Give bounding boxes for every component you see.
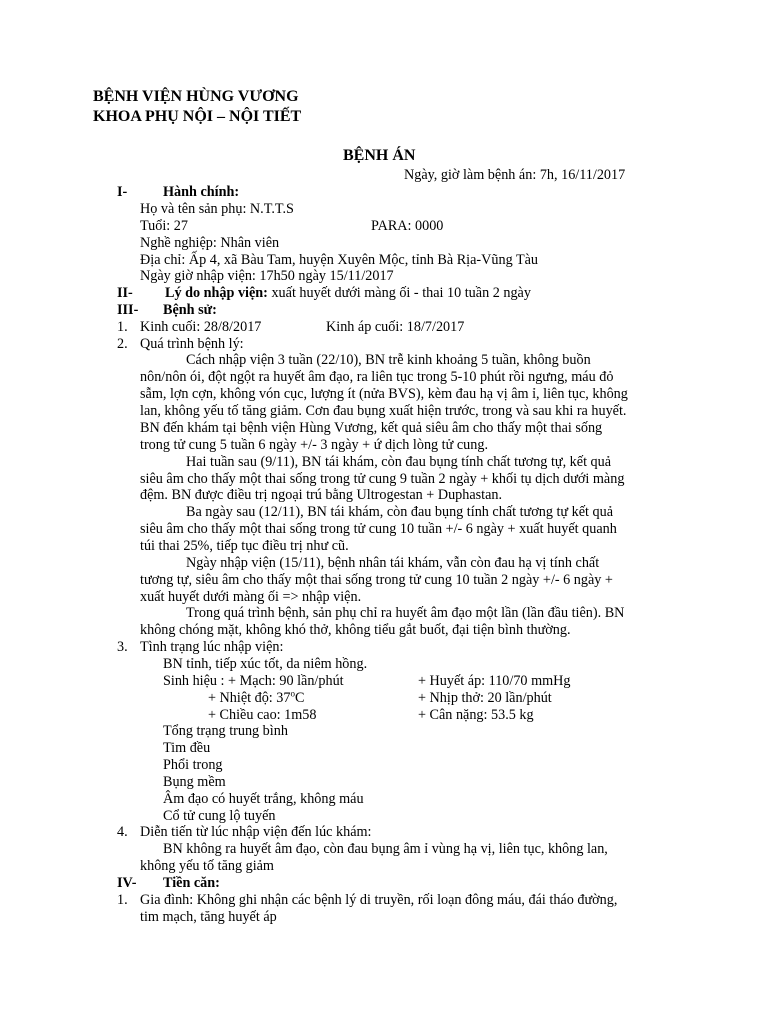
record-date: Ngày, giờ làm bệnh án: 7h, 16/11/2017	[404, 167, 626, 183]
exam-line: Âm đạo có huyết trắng, không máu	[163, 791, 364, 807]
section-4-heading: Tiền căn:	[163, 875, 220, 891]
section-1-heading: Hành chính:	[163, 184, 240, 200]
vitals-height: + Chiều cao: 1m58	[208, 707, 317, 723]
section-4-number: IV-	[117, 875, 137, 891]
vitals-temperature	[208, 690, 304, 707]
temperature-value: + Nhiệt độ: 37	[208, 690, 291, 706]
exam-line: Tổng trạng trung bình	[163, 723, 288, 739]
patient-age: Tuổi: 27	[140, 218, 188, 234]
section-2-heading: Lý do nhập viện:	[165, 285, 268, 301]
department-name: KHOA PHỤ NỘI – NỘI TIẾT	[93, 108, 302, 125]
history-line: Ba ngày sau (12/11), BN tái khám, còn đau bụng tính chất tương tự kết quả	[186, 504, 614, 520]
item-2-number: 2.	[117, 336, 128, 352]
exam-line: Bụng mềm	[163, 774, 226, 790]
last-menstrual-period: Kinh cuối: 28/8/2017	[140, 319, 262, 335]
patient-address: Địa chỉ: Ấp 4, xã Bàu Tam, huyện Xuyên Mộc, tỉnh Bà Rịa-Vũng Tàu	[140, 252, 539, 268]
section-1-number: I-	[117, 184, 128, 200]
family-history-line: tim mạch, tăng huyết áp	[140, 909, 277, 925]
item-1-number: 1.	[117, 319, 128, 335]
exam-line: Cổ tử cung lộ tuyến	[163, 808, 276, 824]
admission-reason-text: xuất huyết dưới màng ối - thai 10 tuần 2 ngày	[267, 285, 531, 301]
vitals-weight: + Cân nặng: 53.5 kg	[418, 707, 534, 723]
history-line: siêu âm cho thấy một thai sống trong tử cung 9 tuần 2 ngày + khối tụ dịch dưới màng	[140, 471, 625, 487]
item-3-number: 3.	[117, 639, 128, 655]
consciousness: BN tỉnh, tiếp xúc tốt, da niêm hồng.	[163, 656, 368, 672]
section-3-number: III-	[117, 302, 139, 318]
history-line: túi thai 25%, tiếp tục điều trị như cũ.	[140, 538, 349, 554]
patient-para: PARA: 0000	[371, 218, 444, 234]
progress-line: BN không ra huyết âm đạo, còn đau bụng âm ỉ vùng hạ vị, liên tục, không lan,	[163, 841, 608, 857]
vitals-respiratory-rate: + Nhịp thở: 20 lần/phút	[418, 690, 552, 706]
history-line: BN đến khám tại bệnh viện Hùng Vương, kết quả siêu âm cho thấy một thai sống	[140, 420, 603, 436]
patient-name: Họ và tên sản phụ: N.T.T.S	[140, 201, 294, 217]
history-line: nôn/nôn ói, đột ngột ra huyết âm đạo, ra liên tục trong 5-10 phút rồi ngưng, máu đỏ	[140, 369, 614, 385]
history-item-1-number: 1.	[117, 892, 128, 908]
document-title: BỆNH ÁN	[343, 147, 416, 164]
history-line: sẫm, lợn cợn, không vón cục, lượng ít (nửa BVS), kèm đau hạ vị âm ỉ, liên tục, không	[140, 386, 628, 402]
item-2-label: Quá trình bệnh lý:	[140, 336, 244, 352]
history-line: tương tự, siêu âm cho thấy một thai sống trong tử cung 10 tuần 2 ngày +/- 6 ngày +	[140, 572, 613, 588]
admission-reason	[165, 285, 531, 302]
exam-line: Tim đều	[163, 740, 211, 756]
section-3-heading: Bệnh sử:	[163, 302, 217, 318]
history-line: không chóng mặt, không khó thở, không tiểu gắt buốt, đại tiện bình thường.	[140, 622, 571, 638]
history-line: Trong quá trình bệnh, sản phụ chỉ ra huyết âm đạo một lần (lần đầu tiên). BN	[186, 605, 625, 621]
history-line: siêu âm cho thấy một thai sống trong tử cung 10 tuần +/- 6 ngày + xuất huyết quanh	[140, 521, 617, 537]
admission-time: Ngày giờ nhập viện: 17h50 ngày 15/11/2017	[140, 268, 394, 284]
vitals-blood-pressure: + Huyết áp: 110/70 mmHg	[418, 673, 571, 689]
history-line: Hai tuần sau (9/11), BN tái khám, còn đau bụng tính chất tương tự, kết quả	[186, 454, 612, 470]
item-3-label: Tình trạng lúc nhập viện:	[140, 639, 284, 655]
item-4-label: Diễn tiến từ lúc nhập viện đến lúc khám:	[140, 824, 372, 840]
history-line: xuất huyết dưới màng ối => nhập viện.	[140, 589, 362, 605]
temperature-unit: C	[294, 690, 305, 706]
family-history-line: Gia đình: Không ghi nhận các bệnh lý di truyền, rối loạn đông máu, đái tháo đường,	[140, 892, 618, 908]
item-4-number: 4.	[117, 824, 128, 840]
degree-mark: o	[290, 688, 295, 699]
history-line: Cách nhập viện 3 tuần (22/10), BN trễ kinh khoảng 5 tuần, không buồn	[186, 352, 591, 368]
progress-line: không yếu tố tăng giảm	[140, 858, 274, 874]
history-line: trong tử cung 5 tuần 6 ngày +/- 3 ngày + ứ dịch lòng tử cung.	[140, 437, 488, 453]
hospital-name: BỆNH VIỆN HÙNG VƯƠNG	[93, 88, 299, 105]
exam-line: Phổi trong	[163, 757, 223, 773]
section-2-number: II-	[117, 285, 133, 301]
history-line: Ngày nhập viện (15/11), bệnh nhân tái khám, vẫn còn đau hạ vị tính chất	[186, 555, 600, 571]
previous-menstrual-period: Kinh áp cuối: 18/7/2017	[326, 319, 465, 335]
patient-job: Nghề nghiệp: Nhân viên	[140, 235, 280, 251]
vitals-pulse: Sinh hiệu : + Mạch: 90 lần/phút	[163, 673, 344, 689]
history-line: lan, không yếu tố tăng giảm. Cơn đau bụng xuất hiện trước, trong và sau khi ra huyết.	[140, 403, 627, 419]
history-line: đệm. BN được điều trị ngoại trú bằng Ultrogestan + Duphastan.	[140, 487, 503, 503]
